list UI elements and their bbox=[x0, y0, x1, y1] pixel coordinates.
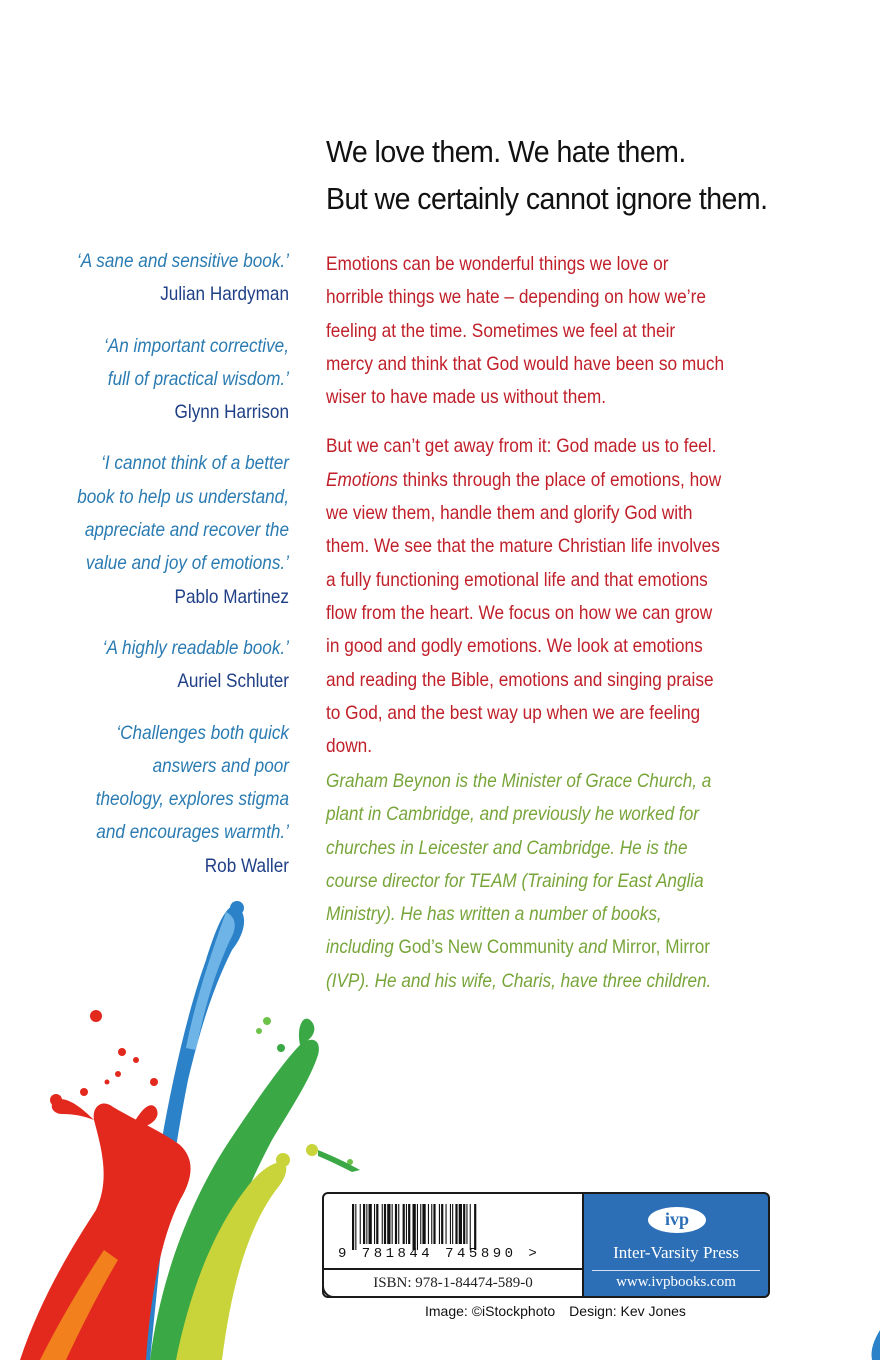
barcode-bar bbox=[374, 1204, 375, 1244]
barcode-bar bbox=[466, 1204, 467, 1244]
bio-text-1: Graham Beynon is the Minister of Grace Church, a plant in Cambridge, and previously he worked for churches in Leicester and Cambridge. He is the course director for TEAM (Training for East Anglia Ministry). He has written a number of books, including bbox=[326, 770, 712, 959]
endorsement-quote: ‘An important corrective, full of practical wisdom.’ bbox=[103, 334, 289, 390]
barcode-bar bbox=[455, 1204, 457, 1244]
publisher-url: www.ivpbooks.com bbox=[616, 1274, 736, 1290]
barcode-bar bbox=[408, 1204, 410, 1244]
barcode-bar bbox=[428, 1204, 429, 1244]
barcode-bar bbox=[422, 1204, 425, 1244]
barcode-bar bbox=[382, 1204, 383, 1244]
blurb-p2-lead: But we can’t get away from it: God made us to feel. bbox=[326, 435, 717, 458]
endorsement-author: Julian Hardyman bbox=[160, 283, 289, 306]
barcode-bar bbox=[470, 1204, 471, 1250]
endorsement bbox=[60, 632, 289, 699]
headline bbox=[326, 128, 804, 222]
endorsement-quote: ‘I cannot think of a better book to help us understand, appreciate and recover the value and joy of emotions.’ bbox=[77, 452, 289, 575]
barcode-bar bbox=[355, 1204, 356, 1250]
publisher-name: Inter-Varsity Press bbox=[613, 1243, 739, 1262]
barcode-bar bbox=[420, 1204, 421, 1244]
barcode-bar bbox=[384, 1204, 386, 1244]
barcode-bar bbox=[392, 1204, 393, 1244]
ivp-logo: ivp bbox=[648, 1207, 706, 1233]
barcode-bar bbox=[395, 1204, 397, 1244]
endorsement bbox=[60, 245, 289, 312]
barcode-bar bbox=[376, 1204, 378, 1244]
endorsement-author: Rob Waller bbox=[204, 854, 289, 877]
endorsement-author: Auriel Schluter bbox=[177, 670, 289, 693]
barcode-bar bbox=[452, 1204, 453, 1244]
endorsement bbox=[60, 330, 289, 430]
barcode-bar bbox=[417, 1204, 418, 1250]
barcode-bar bbox=[446, 1204, 447, 1244]
barcode-bar bbox=[463, 1204, 465, 1244]
endorsement-quote: ‘Challenges both quick answers and poor theology, explores stigma and encourages warmth.’ bbox=[95, 721, 289, 844]
headline-line-1: We love them. We hate them. bbox=[326, 134, 686, 169]
endorsement-author: Pablo Martinez bbox=[174, 585, 289, 608]
barcode-bar bbox=[441, 1204, 443, 1244]
isbn-label: ISBN: 978-1-84474-589-0 bbox=[322, 1268, 584, 1298]
barcode-bar bbox=[439, 1204, 440, 1244]
barcode-digits: 9 781844 745890 > bbox=[338, 1246, 541, 1262]
author-bio bbox=[326, 765, 731, 998]
barcode-bar bbox=[450, 1204, 451, 1244]
blurb-p2-rest: thinks through the place of emotions, how we view them, handle them and glorify God with them. We see that the mature Christian life involves a fully functioning emotional life and that emotions flow from the heart. We focus on how we can grow in good and godly emotions. We look at emotions and reading the Bible, emotions and singing praise to God, and the best way up when we are feeling down. bbox=[326, 468, 722, 758]
bio-book-2: Mirror, Mirror bbox=[611, 936, 711, 959]
barcode-bar bbox=[431, 1204, 432, 1244]
endorsements bbox=[60, 245, 289, 901]
image-credits bbox=[425, 1303, 686, 1319]
blurb-paragraph-1: Emotions can be wonderful things we love or horrible things we hate – depending on how we’re feeling at the time. Sometimes we feel at their mercy and think that God would have been so much wiser to have made us without them. bbox=[326, 253, 725, 409]
blurb-paragraph-2 bbox=[326, 430, 724, 763]
barcode-bar bbox=[366, 1204, 367, 1244]
barcode-bar bbox=[363, 1204, 365, 1244]
barcode-bar bbox=[352, 1204, 354, 1250]
cover-edge-splash bbox=[866, 1330, 880, 1360]
barcode-bar bbox=[398, 1204, 399, 1244]
barcode-bar bbox=[433, 1204, 435, 1244]
blurb-book-title: Emotions bbox=[326, 468, 398, 491]
barcode-bar bbox=[474, 1204, 476, 1250]
bio-text-2: (IVP). He and his wife, Charis, have three children. bbox=[326, 969, 712, 992]
endorsement-author: Glynn Harrison bbox=[174, 401, 289, 424]
barcode-panel bbox=[322, 1192, 584, 1298]
headline-line-2: But we certainly cannot ignore them. bbox=[326, 181, 768, 216]
endorsement bbox=[60, 447, 289, 613]
publisher-divider bbox=[592, 1270, 760, 1271]
bio-book-1: God’s New Community bbox=[398, 936, 574, 959]
barcode-bar bbox=[413, 1204, 416, 1250]
barcode-bar bbox=[369, 1204, 372, 1244]
endorsement-quote: ‘A sane and sensitive book.’ bbox=[76, 250, 289, 272]
barcode-bar bbox=[406, 1204, 407, 1244]
barcode-bar bbox=[459, 1204, 462, 1244]
book-blurb bbox=[326, 248, 724, 779]
endorsement-quote: ‘A highly readable book.’ bbox=[102, 636, 289, 659]
barcode-bar bbox=[387, 1204, 390, 1244]
barcode-bar bbox=[403, 1204, 405, 1244]
bio-and: and bbox=[573, 936, 612, 959]
endorsement bbox=[60, 717, 289, 883]
barcode-bar bbox=[360, 1204, 361, 1244]
publisher-panel bbox=[584, 1192, 770, 1298]
image-credit: Image: ©iStockphoto bbox=[425, 1303, 556, 1319]
design-credit: Design: Kev Jones bbox=[569, 1303, 686, 1319]
